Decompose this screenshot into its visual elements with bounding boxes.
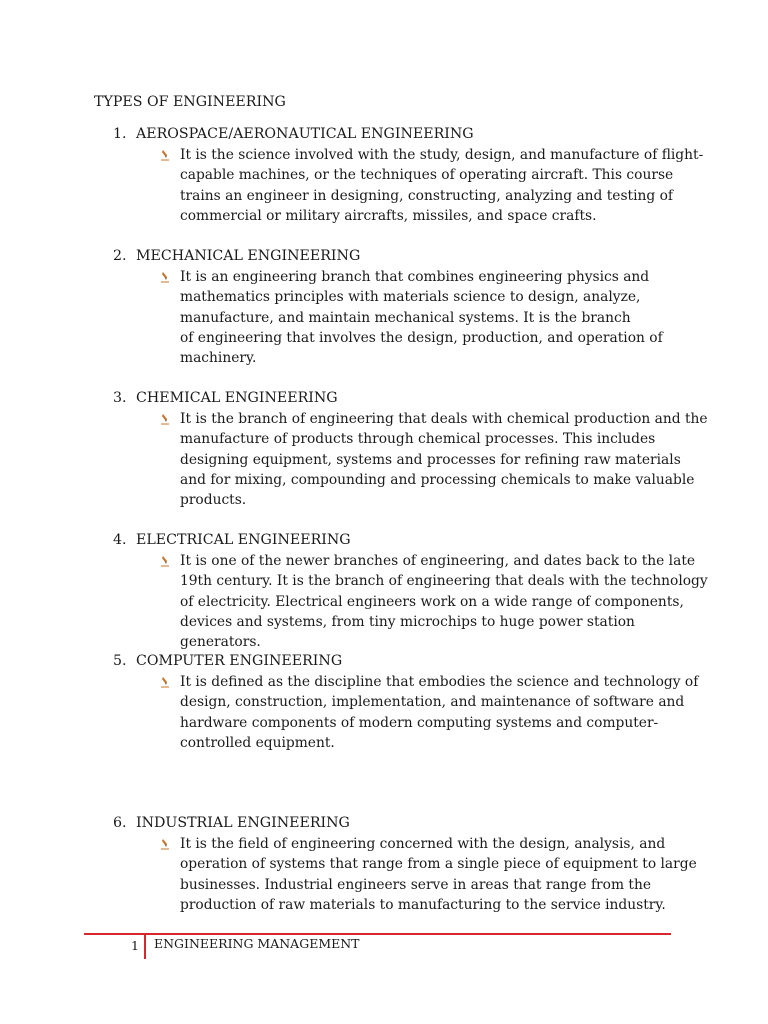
bullet-item: [113, 267, 693, 368]
pencil-bullet-icon: [160, 149, 170, 161]
paragraph-line: It is an engineering branch that combines engineering physics and: [180, 269, 650, 285]
section-heading: [113, 246, 693, 266]
pencil-bullet-icon: [160, 555, 170, 567]
paragraph-line: It is one of the newer branches of engineering, and dates back to the late: [180, 553, 696, 569]
section-aerospace: [113, 124, 704, 226]
pencil-bullet-icon: [160, 271, 170, 283]
bullet-item: [113, 834, 697, 915]
paragraph-line: It is the field of engineering concerned with the design, analysis, and: [180, 836, 666, 852]
list-number: 6.: [113, 815, 127, 831]
heading-text: ELECTRICAL ENGINEERING: [136, 532, 351, 548]
heading-text: CHEMICAL ENGINEERING: [136, 390, 338, 406]
paragraph-line: designing equipment, systems and processes for refining raw materials: [180, 451, 681, 468]
paragraph-line: production of raw materials to manufacturing to the service industry.: [180, 896, 666, 913]
section-heading: [113, 530, 693, 550]
paragraph-line: It is the science involved with the study, design, and manufacture of flight-: [180, 147, 704, 163]
paragraph-line: It is defined as the discipline that embodies the science and technology of: [180, 674, 699, 690]
footer-title: ENGINEERING MANAGEMENT: [154, 936, 360, 951]
paragraph-line: generators.: [180, 634, 261, 651]
heading-text: COMPUTER ENGINEERING: [136, 653, 343, 669]
bullet-item: [113, 672, 699, 753]
paragraph-line: manufacture of products through chemical processes. This includes: [180, 431, 656, 448]
pencil-bullet-icon: [160, 838, 170, 850]
paragraph-line: of electricity. Electrical engineers work on a wide range of components,: [180, 593, 684, 610]
list-number: 5.: [113, 653, 127, 669]
paragraph-line: and for mixing, compounding and processing chemicals to make valuable: [180, 471, 695, 488]
page-number: 1: [131, 938, 139, 953]
paragraph-line: mathematics principles with materials science to design, analyze,: [180, 289, 641, 306]
list-number: 2.: [113, 248, 127, 264]
section-industrial: [113, 813, 697, 915]
paragraph-line: trains an engineer in designing, constructing, analyzing and testing of: [180, 187, 674, 204]
paragraph-line: devices and systems, from tiny microchips to huge power station: [180, 613, 635, 630]
section-electrical: [113, 530, 708, 652]
list-number: 4.: [113, 532, 127, 548]
section-heading: [113, 651, 693, 671]
paragraph-line: businesses. Industrial engineers serve in areas that range from the: [180, 876, 652, 893]
list-number: 1.: [113, 126, 127, 142]
paragraph-line: commercial or military aircrafts, missiles, and space crafts.: [180, 207, 597, 224]
paragraph-line: design, construction, implementation, and maintenance of software and: [180, 694, 685, 711]
section-heading: [113, 388, 693, 408]
section-heading: [113, 124, 693, 144]
pencil-bullet-icon: [160, 676, 170, 688]
bullet-item: [113, 409, 708, 510]
paragraph-line: hardware components of modern computing systems and computer-: [180, 714, 659, 731]
section-computer: [113, 651, 699, 753]
heading-text: MECHANICAL ENGINEERING: [136, 248, 361, 264]
paragraph-line: controlled equipment.: [180, 734, 335, 751]
paragraph-line: 19th century. It is the branch of engineering that deals with the technology: [180, 573, 708, 590]
heading-text: INDUSTRIAL ENGINEERING: [136, 815, 350, 831]
paragraph-line: capable machines, or the techniques of operating aircraft. This course: [180, 167, 674, 184]
section-chemical: [113, 388, 708, 510]
heading-text: AEROSPACE/AERONAUTICAL ENGINEERING: [136, 126, 474, 142]
paragraph-line: operation of systems that range from a single piece of equipment to large: [180, 856, 697, 873]
paragraph-line: It is the branch of engineering that deals with chemical production and the: [180, 411, 708, 427]
bullet-item: [113, 551, 708, 652]
footer-rule: [84, 933, 671, 935]
footer-separator: [144, 935, 146, 959]
paragraph-line: products.: [180, 492, 247, 509]
paragraph-line: of engineering that involves the design, production, and operation of: [180, 329, 663, 346]
paragraph-line: machinery.: [180, 350, 257, 367]
document-title: TYPES OF ENGINEERING: [94, 94, 286, 110]
section-heading: [113, 813, 693, 833]
section-mechanical: [113, 246, 693, 368]
paragraph-line: manufacture, and maintain mechanical systems. It is the branch: [180, 309, 631, 326]
bullet-item: [113, 145, 704, 226]
list-number: 3.: [113, 390, 127, 406]
pencil-bullet-icon: [160, 413, 170, 425]
